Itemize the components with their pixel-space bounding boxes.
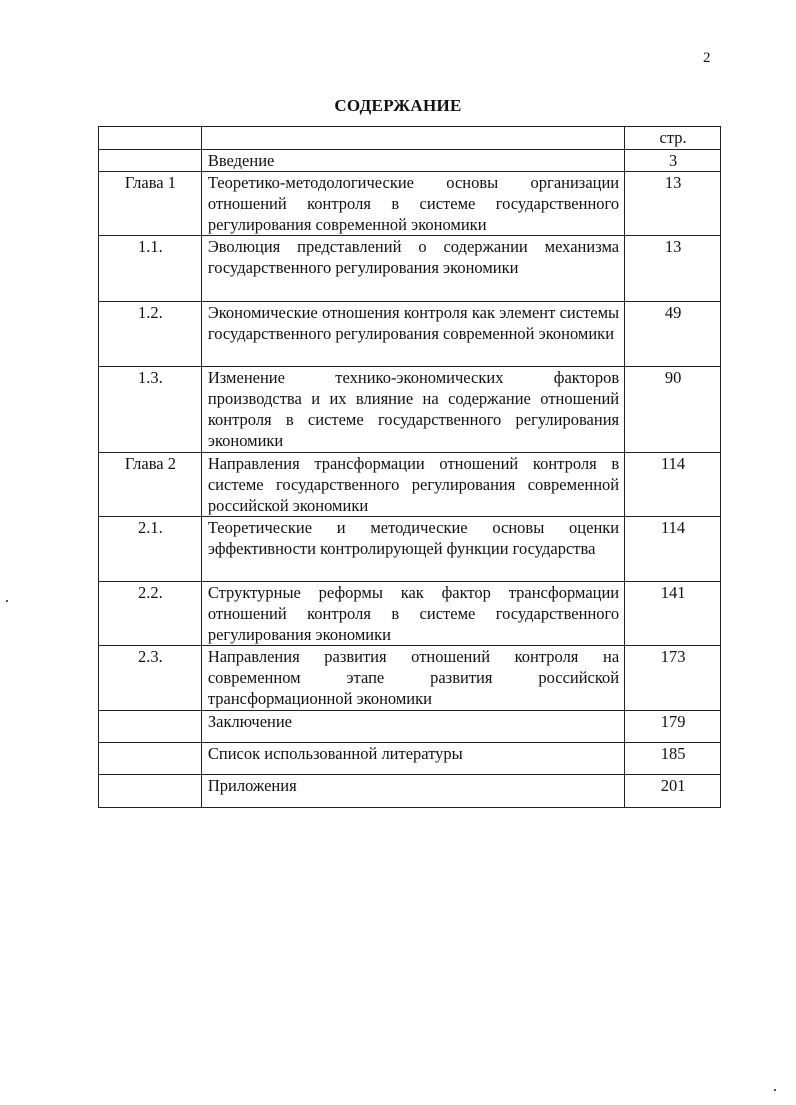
header-cell-label: [99, 127, 202, 150]
table-header-row: [99, 127, 721, 150]
table-row: [99, 302, 721, 367]
row-label: 2.3.: [99, 646, 202, 711]
row-page: 49: [625, 302, 721, 367]
row-label: Глава 1: [99, 172, 202, 236]
page-number: 2: [703, 50, 711, 66]
row-label: Глава 2: [99, 453, 202, 517]
row-title: Экономические отношения контроля как элемент системы государственного регулирования современной экономики: [201, 302, 624, 367]
row-title: Эволюция представлений о содержании механизма государственного регулирования экономики: [201, 236, 624, 302]
row-page: 3: [625, 150, 721, 172]
header-cell-page: стр.: [625, 127, 721, 150]
table-row: [99, 172, 721, 236]
table-of-contents: [98, 126, 721, 808]
row-label: 1.3.: [99, 367, 202, 453]
row-label: 2.1.: [99, 517, 202, 582]
table-row: [99, 517, 721, 582]
row-title: Теоретико-методологические основы организации отношений контроля в системе государственного регулирования современной экономики: [201, 172, 624, 236]
row-title: Заключение: [201, 711, 624, 743]
row-label: [99, 775, 202, 808]
row-page: 13: [625, 236, 721, 302]
header-cell-title: [201, 127, 624, 150]
row-title: Приложения: [201, 775, 624, 808]
table-row: [99, 150, 721, 172]
row-title: Введение: [201, 150, 624, 172]
row-page: 114: [625, 517, 721, 582]
row-title: Структурные реформы как фактор трансформации отношений контроля в системе государственного регулирования экономики: [201, 582, 624, 646]
row-label: [99, 743, 202, 775]
row-page: 114: [625, 453, 721, 517]
row-label: 1.2.: [99, 302, 202, 367]
row-page: 13: [625, 172, 721, 236]
row-page: 141: [625, 582, 721, 646]
row-title: Список использованной литературы: [201, 743, 624, 775]
row-label: 1.1.: [99, 236, 202, 302]
table-row: [99, 453, 721, 517]
table-row: [99, 582, 721, 646]
table-row: [99, 367, 721, 453]
row-title: Направления развития отношений контроля на современном этапе развития российской трансформационной экономики: [201, 646, 624, 711]
page-title: СОДЕРЖАНИЕ: [334, 96, 462, 115]
row-title: Направления трансформации отношений контроля в системе государственного регулирования современной российской экономики: [201, 453, 624, 517]
table-row: [99, 711, 721, 743]
scan-speck: [774, 1089, 776, 1091]
table-row: [99, 775, 721, 808]
row-page: 179: [625, 711, 721, 743]
row-page: 185: [625, 743, 721, 775]
row-label: 2.2.: [99, 582, 202, 646]
row-label: [99, 711, 202, 743]
row-title: Теоретические и методические основы оценки эффективности контролирующей функции государства: [201, 517, 624, 582]
table-row: [99, 236, 721, 302]
table-row: [99, 743, 721, 775]
row-page: 173: [625, 646, 721, 711]
table-row: [99, 646, 721, 711]
row-label: [99, 150, 202, 172]
row-title: Изменение технико-экономических факторов производства и их влияние на содержание отношений контроля в системе государственного регулирования экономики: [201, 367, 624, 453]
row-page: 201: [625, 775, 721, 808]
row-page: 90: [625, 367, 721, 453]
scan-speck: [6, 600, 8, 602]
